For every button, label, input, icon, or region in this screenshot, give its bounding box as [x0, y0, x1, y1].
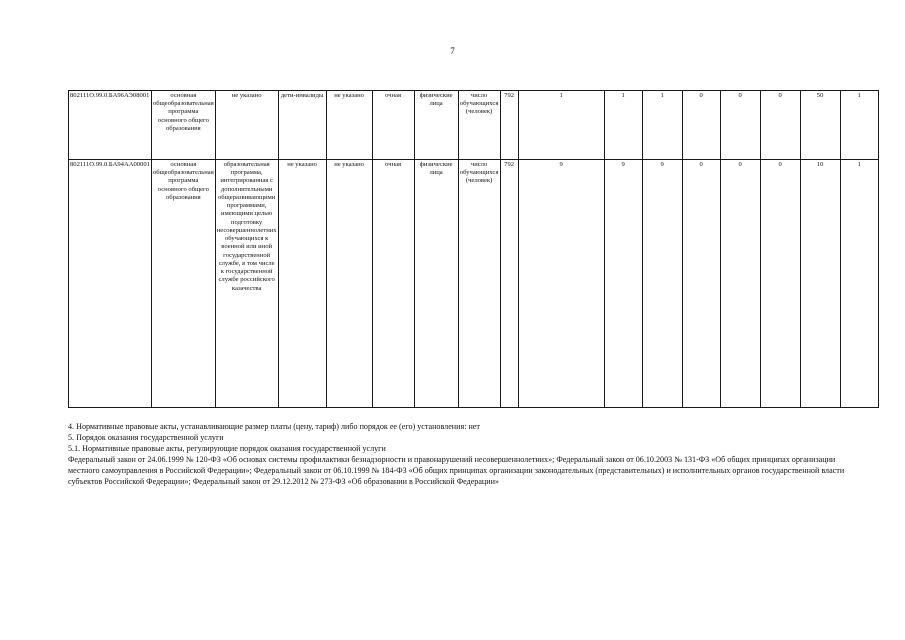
program-cell: основная общеобразовательная программа основного общего образования — [151, 160, 215, 408]
section-5-1-heading: 5.1. Нормативные правовые акты, регулирующие порядок оказания государственной услуги — [68, 444, 386, 453]
value-cell: 1 — [840, 91, 878, 160]
indicator-cell: число обучающихся (человек) — [458, 91, 500, 160]
services-table — [68, 90, 879, 408]
value-cell: 0 — [760, 160, 800, 408]
value-cell: 1 — [642, 91, 682, 160]
program-type-cell: не указано — [215, 91, 278, 160]
laws-paragraph: Федеральный закон от 24.06.1999 № 120-ФЗ «Об основах системы профилактики безнадзорности и правонарушений несовершеннолетних»; Федеральный закон от 06.10.2003 № 131-ФЗ «Об общих принципах организации местного самоуправления в Российской Федерации»; Федеральный закон от 06.10.1999 № 184-ФЗ «Об общих принципах организации законодательных (представительных) и исполнительных органов государственной власти субъектов Российской Федерации»; Федеральный закон от 29.12.2012 № 273-ФЗ «Об образовании в Российской Федерации» — [68, 455, 845, 486]
page-number: 7 — [450, 46, 455, 56]
value-cell: 9 — [604, 160, 642, 408]
form-cell: очная — [372, 160, 414, 408]
value-cell: 0 — [720, 91, 760, 160]
value-cell: 0 — [682, 160, 720, 408]
value-cell: 10 — [800, 160, 840, 408]
value-cell: 9 — [518, 160, 604, 408]
value-cell: 0 — [760, 91, 800, 160]
value-cell: 1 — [518, 91, 604, 160]
category-cell: дети-инвалиды — [278, 91, 326, 160]
value-cell: 0 — [682, 91, 720, 160]
consumers-cell: физические лица — [414, 160, 458, 408]
program-type-cell: образовательная программа, интегрированная с дополнительными общеразвивающими программами, имеющими целью подготовку несовершеннолетних обучающихся к военной или иной государственной службе, в том числе к государственной службе российского казачества — [215, 160, 278, 408]
registry-code-cell: 802111О.99.0.БА96АЭ08001 — [69, 91, 152, 160]
value-cell: 1 — [604, 91, 642, 160]
program-cell: основная общеобразовательная программа основного общего образования — [151, 91, 215, 160]
value-cell: 0 — [720, 160, 760, 408]
regulations-text — [68, 421, 848, 487]
value-cell: 1 — [840, 160, 878, 408]
indicator-cell: число обучающихся (человек) — [458, 160, 500, 408]
okei-cell: 792 — [500, 91, 518, 160]
value-cell: 9 — [642, 160, 682, 408]
table-row — [69, 91, 879, 160]
okei-cell: 792 — [500, 160, 518, 408]
category-cell: не указано — [278, 160, 326, 408]
form-cell: очная — [372, 91, 414, 160]
value-cell: 50 — [800, 91, 840, 160]
place-cell: не указано — [326, 91, 372, 160]
section-5-heading: 5. Порядок оказания государственной услуги — [68, 433, 224, 442]
table-row — [69, 160, 879, 408]
consumers-cell: физические лица — [414, 91, 458, 160]
section-4-paragraph: 4. Нормативные правовые акты, устанавливающие размер платы (цену, тариф) либо порядок ее (его) установления: нет — [68, 422, 480, 431]
registry-code-cell: 802111О.99.0.БА94АА00001 — [69, 160, 152, 408]
place-cell: не указано — [326, 160, 372, 408]
